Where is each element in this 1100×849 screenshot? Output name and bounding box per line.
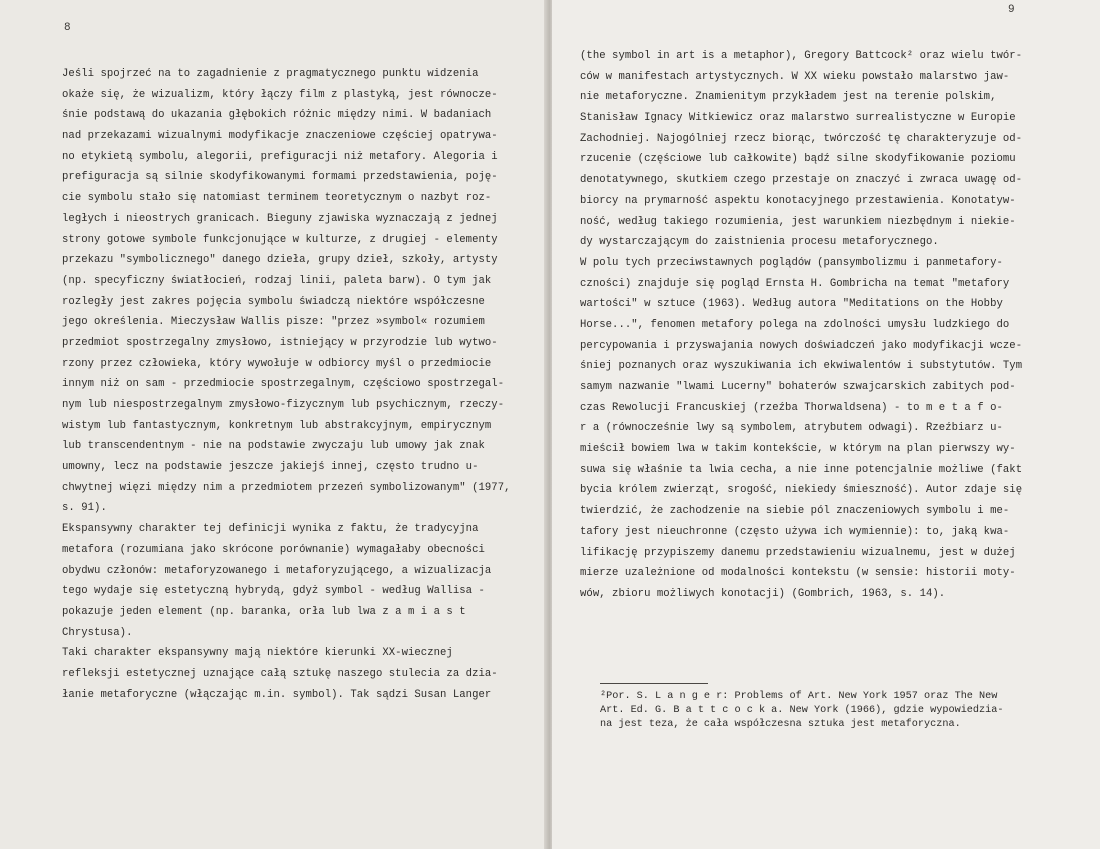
left-page (0, 0, 548, 849)
text-line: metafora (rozumiana jako skrócone porównanie) wymagałaby obecności (62, 543, 485, 556)
text-line: wartości" w sztuce (1963). Według autora "Meditations on the Hobby (580, 298, 1003, 311)
text-line: tego wydaje się estetyczną hybrydą, gdyż symbol - według Wallisa - (62, 585, 485, 598)
text-line: nym lub niespostrzegalnym zmysłowo-fizycznym lub psychicznym, rzeczy- (62, 399, 505, 411)
text-line: wów, zbioru możliwych konotacji) (Gombrich, 1963, s. 14). (580, 587, 946, 600)
page-number: 8 (64, 22, 71, 34)
text-line: mierze uzależnione od modalności kontekstu (w sensie: historii moty- (580, 567, 1016, 580)
footnote-line: na jest teza, że cała współczesna sztuka jest metaforyczna. (600, 718, 961, 730)
text-line: tafory jest nieuchronne (często używa ich wymiennie): to, jaką kwa- (580, 525, 1010, 538)
text-line: obydwu członów: metaforyzowanego i metaforyzującego, a wizualizacja (62, 564, 492, 577)
text-line: suwa się właśnie ta lwia cecha, a nie inne potencjalnie możliwe (fakt (580, 463, 1023, 476)
text-line: no etykietą symbolu, alegorii, prefiguracji niż metafory. Alegoria i (62, 150, 498, 163)
text-line: Zachodniej. Najogólniej rzecz biorąc, twórczość tę charakteryzuje od- (580, 132, 1023, 145)
text-line: biorcy na prymarność aspektu konotacyjnego przestawienia. Konotatyw- (580, 194, 1016, 207)
text-line: dy wystarczającym do zaistnienia procesu metaforycznego. (580, 236, 939, 249)
text-line: nie metaforyczne. Znamienitym przykładem jest na terenie polskim, (580, 91, 997, 104)
right-page-body (580, 46, 1028, 605)
text-line: bycia królem zwierząt, srogość, niekiedy śmieszność). Autor zdaje się (580, 484, 1023, 497)
text-line: ległych i nieostrych granicach. Bieguny zjawiska wyznaczają z jednej (62, 212, 498, 225)
text-line: twierdzić, że zachodzenie na siebie pól znaczeniowych symbolu i me- (580, 505, 1010, 518)
text-line: pokazuje jeden element (np. baranka, orła lub lwa z a m i a s t (62, 605, 466, 618)
text-line: lub transcendentnym - nie na podstawie zwyczaju lub umowy jak znak (62, 440, 485, 453)
text-line: Ekspansywny charakter tej definicji wynika z faktu, że tradycyjna (62, 523, 479, 536)
text-line: prefiguracja są silnie skodyfikowanymi formami przedstawienia, poję- (62, 171, 498, 184)
text-line: innym niż on sam - przedmiocie spostrzegalnym, częściowo spostrzegal- (62, 378, 505, 391)
text-line: okaże się, że wizualizm, który łączy film z plastyką, jest równocze- (62, 88, 498, 101)
text-line: chwytnej więzi między nim a przedmiotem przezeń symbolizowanym" (1977, (62, 481, 511, 494)
text-line: przekazu "symbolicznego" danego dzieła, grupy dzieł, szkoły, artysty (62, 254, 498, 267)
page-number: 9 (1008, 4, 1015, 16)
text-line: przedmiot spostrzegalny zmysłowo, istniejący w przyrodzie lub wytwo- (62, 336, 498, 349)
text-line: łanie metaforyczne (włączając m.in. symbol). Tak sądzi Susan Langer (62, 688, 492, 701)
text-line: rzucenie (częściowe lub całkowite) bądź silne skodyfikowanie poziomu (580, 153, 1016, 166)
text-line: jego określenia. Mieczysław Wallis pisze: "przez »symbol« rozumiem (62, 316, 485, 329)
text-line: Chrystusa). (62, 626, 133, 639)
text-line: śniej poznanych oraz wyszukiwania ich ekwiwalentów i substytutów. Tym (580, 360, 1023, 373)
text-line: Horse...", fenomen metafory polega na zdolności umysłu ludzkiego do (580, 318, 1010, 331)
text-line: (np. specyficzny światłocień, rodzaj linii, paleta barw). O tym jak (62, 274, 492, 287)
footnote (600, 690, 1060, 731)
text-line: umowny, lecz na podstawie jeszcze jakiejś innej, często trudno u- (62, 461, 479, 474)
footnote-line: Art. Ed. G. B a t t c o c k a. New York (1966), gdzie wypowiedzia- (600, 704, 1004, 716)
text-line: s. 91). (62, 502, 107, 515)
text-line: rzony przez człowieka, który wywołuje w odbiorcy myśl o przedmiocie (62, 357, 492, 370)
text-line: percypowania i przyswajania nowych doświadczeń jako modyfikacji wcze- (580, 339, 1023, 352)
text-line: rozległy jest zakres pojęcia symbolu świadczą niektóre współczesne (62, 295, 485, 308)
text-line: ców w manifestach artystycznych. W XX wieku powstało malarstwo jaw- (580, 70, 1010, 83)
text-line: Stanisław Ignacy Witkiewicz oraz malarstwo surrealistyczne w Europie (580, 112, 1016, 125)
text-line: cie symbolu stało się natomiast terminem teoretycznym o nazbyt roz- (62, 192, 492, 205)
text-line: r a (równocześnie lwy są symbolem, atrybutem odwagi). Rzeźbiarz u- (580, 422, 1003, 435)
text-line: czas Rewolucji Francuskiej (rzeźba Thorwaldsena) - to m e t a f o- (580, 401, 1003, 414)
text-line: Taki charakter ekspansywny mają niektóre kierunki XX-wiecznej (62, 647, 453, 660)
footnote-rule (600, 683, 708, 684)
text-line: wistym lub fantastycznym, konkretnym lub abstrakcyjnym, empirycznym (62, 419, 492, 432)
text-line: samym nazwanie "lwami Lucerny" bohaterów szwajcarskich zabitych pod- (580, 381, 1016, 393)
text-line: strony gotowe symbole funkcjonujące w kulturze, z drugiej - elementy (62, 233, 498, 246)
left-page-body (62, 64, 517, 705)
text-line: nad przekazami wizualnymi modyfikacje znaczeniowe częściej opatrywa- (62, 130, 498, 143)
right-page (552, 0, 1100, 849)
text-line: (the symbol in art is a metaphor), Gregory Battcock² oraz wielu twór- (580, 50, 1023, 62)
text-line: lifikację przypiszemy danemu przedstawieniu wizualnemu, jest w dużej (580, 546, 1016, 559)
text-line: mieścił bowiem lwa w takim kontekście, w którym na plan pierwszy wy- (580, 443, 1016, 456)
text-line: ność, według takiego rozumienia, jest warunkiem niezbędnym i niekie- (580, 215, 1016, 228)
text-line: denotatywnego, skutkiem czego przestaje on znaczyć i zwraca uwagę od- (580, 174, 1023, 187)
text-line: Jeśli spojrzeć na to zagadnienie z pragmatycznego punktu widzenia (62, 68, 479, 80)
text-line: refleksji estetycznej uznające całą sztukę naszego stulecia za dzia- (62, 667, 498, 680)
text-line: W polu tych przeciwstawnych poglądów (pansymbolizmu i panmetafory- (580, 256, 1003, 269)
text-line: czności) znajduje się pogląd Ernsta H. Gombricha na temat "metafory (580, 277, 1010, 290)
footnote-line: ²Por. S. L a n g e r: Problems of Art. New York 1957 oraz The New (600, 691, 998, 702)
text-line: śnie podstawą do ukazania głębokich różnic między nimi. W badaniach (62, 109, 492, 122)
